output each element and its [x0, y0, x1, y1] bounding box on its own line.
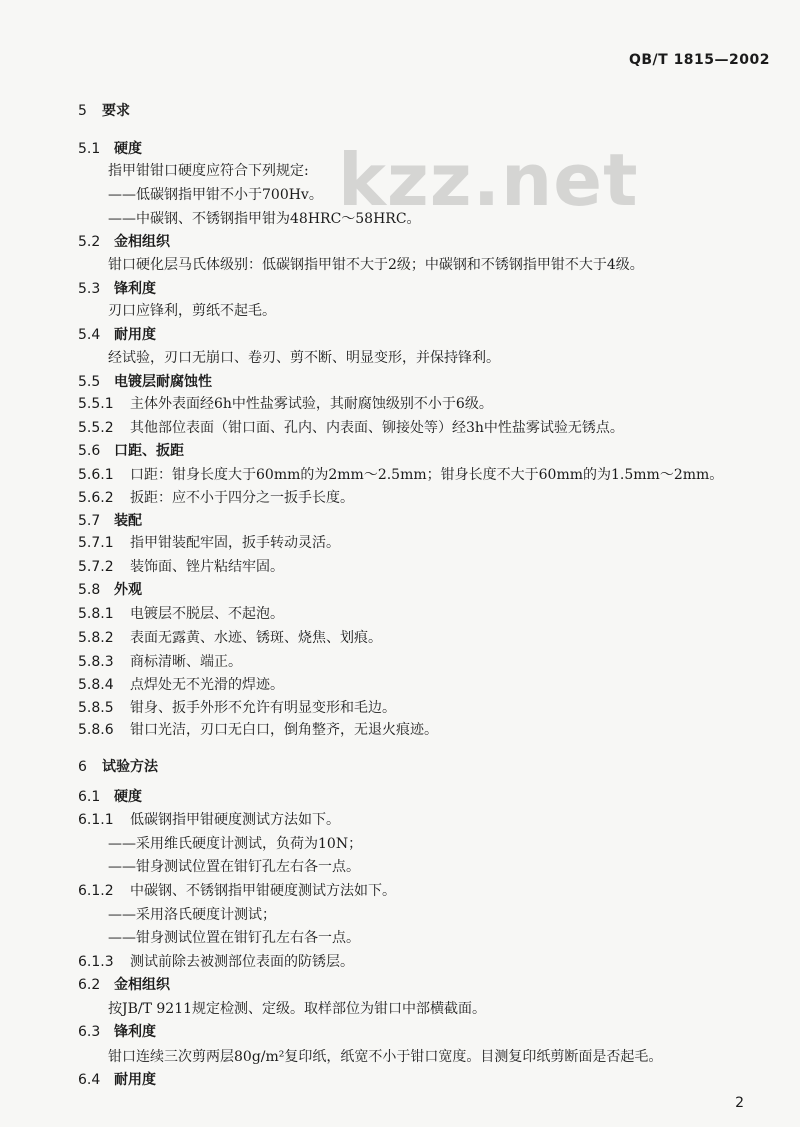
clause-text: 测试前除去被测部位表面的防锈层。: [130, 954, 354, 970]
clause-text: 试验方法: [102, 759, 158, 775]
clause-number: 5: [78, 103, 87, 119]
clause-text: 扳距：应不小于四分之一扳手长度。: [130, 490, 354, 506]
clause-number: 5.8.4: [78, 677, 114, 693]
body-text: [108, 186, 323, 204]
clause-text: 外观: [114, 582, 142, 598]
clause-text: 金相组织: [114, 977, 170, 993]
clause-text: 钳身、扳手外形不允许有明显变形和毛边。: [130, 700, 396, 716]
clause-text: ——钳身测试位置在钳钉孔左右各一点。: [108, 930, 360, 946]
clause-text: ——低碳钢指甲钳不小于700Hv。: [108, 187, 323, 203]
clause-number: 5.6.1: [78, 467, 114, 483]
clause-item: [78, 721, 438, 739]
clause-number: 5.7.1: [78, 535, 114, 551]
clause-number: 6.1.3: [78, 954, 114, 970]
clause-item: [78, 419, 624, 437]
section-heading: [78, 102, 130, 120]
section-heading: [78, 758, 158, 776]
body-text: [108, 835, 362, 853]
clause-text: 钳口连续三次剪两层80g/m²复印纸，纸宽不小于钳口宽度。目测复印纸剪断面是否起毛。: [108, 1049, 663, 1065]
clause-text: ——采用维氏硬度计测试，负荷为10N；: [108, 836, 363, 852]
subsection-heading: [78, 1071, 156, 1089]
clause-item: [78, 395, 493, 413]
standard-code: QB/T 1815—2002: [628, 52, 770, 68]
clause-text: 刃口应锋利，剪纸不起毛。: [108, 303, 276, 319]
clause-item: [78, 558, 284, 576]
clause-item: [78, 466, 723, 484]
clause-number: 6.1.2: [78, 883, 114, 899]
clause-item: [78, 811, 340, 829]
clause-number: 6: [78, 759, 87, 775]
clause-number: 5.8.5: [78, 700, 114, 716]
clause-text: 口距：钳身长度大于60mm的为2mm～2.5mm；钳身长度不大于60mm的为1.5mm～2mm。: [130, 467, 724, 483]
clause-text: 指甲钳装配牢固，扳手转动灵活。: [130, 535, 340, 551]
subsection-heading: [78, 1023, 156, 1041]
clause-number: 6.3: [78, 1024, 101, 1040]
clause-text: 口距、扳距: [114, 443, 184, 459]
clause-text: 硬度: [114, 789, 142, 805]
clause-text: 按JB/T 9211规定检测、定级。取样部位为钳口中部横截面。: [108, 1001, 487, 1017]
clause-number: 5.8: [78, 582, 101, 598]
body-text: [108, 1000, 486, 1018]
clause-item: [78, 699, 396, 717]
body-text: [108, 256, 644, 274]
clause-number: 6.1.1: [78, 812, 114, 828]
clause-text: 经试验，刃口无崩口、卷刃、剪不断、明显变形，并保持锋利。: [108, 350, 500, 366]
clause-text: 电镀层不脱层、不起泡。: [130, 606, 284, 622]
body-text: [108, 1048, 662, 1066]
subsection-heading: [78, 976, 170, 994]
clause-text: 耐用度: [114, 327, 156, 343]
clause-item: [78, 882, 396, 900]
clause-number: 5.4: [78, 327, 101, 343]
clause-text: 装饰面、锉片粘结牢固。: [130, 559, 284, 575]
clause-number: 5.3: [78, 281, 101, 297]
subsection-heading: [78, 280, 156, 298]
subsection-heading: [78, 140, 142, 158]
clause-number: 5.5: [78, 374, 101, 390]
clause-number: 6.2: [78, 977, 101, 993]
subsection-heading: [78, 581, 142, 599]
clause-item: [78, 676, 284, 694]
subsection-heading: [78, 373, 212, 391]
clause-number: 5.6.2: [78, 490, 114, 506]
clause-number: 5.8.2: [78, 630, 114, 646]
clause-text: 钳口光洁，刃口无白口，倒角整齐，无退火痕迹。: [130, 722, 438, 738]
clause-number: 5.5.2: [78, 420, 114, 436]
clause-text: 商标清晰、端正。: [130, 654, 242, 670]
clause-number: 5.6: [78, 443, 101, 459]
clause-text: ——中碳钢、不锈钢指甲钳为48HRC～58HRC。: [108, 211, 421, 227]
subsection-heading: [78, 233, 170, 251]
body-text: [108, 210, 421, 228]
clause-text: 锋利度: [114, 1024, 156, 1040]
subsection-heading: [78, 512, 142, 530]
clause-text: 电镀层耐腐蚀性: [114, 374, 212, 390]
clause-text: 其他部位表面（钳口面、孔内、内表面、铆接处等）经3h中性盐雾试验无锈点。: [130, 420, 624, 436]
clause-text: 要求: [102, 103, 130, 119]
clause-text: 低碳钢指甲钳硬度测试方法如下。: [130, 812, 340, 828]
clause-number: 5.1: [78, 141, 101, 157]
clause-number: 6.4: [78, 1072, 101, 1088]
clause-text: 硬度: [114, 141, 142, 157]
clause-text: 锋利度: [114, 281, 156, 297]
clause-number: 5.8.6: [78, 722, 114, 738]
clause-item: [78, 953, 354, 971]
clause-text: 表面无露黄、水迹、锈斑、烧焦、划痕。: [130, 630, 382, 646]
clause-item: [78, 489, 354, 507]
watermark: kzz.net: [338, 138, 639, 222]
clause-number: 5.7.2: [78, 559, 114, 575]
clause-text: 主体外表面经6h中性盐雾试验，其耐腐蚀级别不小于6级。: [130, 396, 493, 412]
clause-number: 5.5.1: [78, 396, 114, 412]
body-text: [108, 302, 276, 320]
body-text: [108, 906, 276, 924]
clause-number: 5.7: [78, 513, 101, 529]
clause-item: [78, 653, 242, 671]
clause-text: 钳口硬化层马氏体级别：低碳钢指甲钳不大于2级；中碳钢和不锈钢指甲钳不大于4级。: [108, 257, 644, 273]
clause-text: 装配: [114, 513, 142, 529]
clause-text: 指甲钳钳口硬度应符合下列规定:: [108, 163, 309, 179]
clause-number: 5.8.1: [78, 606, 114, 622]
clause-item: [78, 605, 284, 623]
clause-text: ——采用洛氏硬度计测试；: [108, 907, 276, 923]
body-text: [108, 162, 309, 180]
clause-number: 5.8.3: [78, 654, 114, 670]
clause-text: 金相组织: [114, 234, 170, 250]
body-text: [108, 858, 360, 876]
page-number: 2: [735, 1095, 744, 1111]
subsection-heading: [78, 326, 156, 344]
clause-item: [78, 534, 340, 552]
clause-number: 5.2: [78, 234, 101, 250]
clause-number: 6.1: [78, 789, 101, 805]
clause-text: 点焊处无不光滑的焊迹。: [130, 677, 284, 693]
subsection-heading: [78, 442, 184, 460]
clause-item: [78, 629, 382, 647]
body-text: [108, 349, 500, 367]
body-text: [108, 929, 360, 947]
clause-text: 耐用度: [114, 1072, 156, 1088]
subsection-heading: [78, 788, 142, 806]
clause-text: 中碳钢、不锈钢指甲钳硬度测试方法如下。: [130, 883, 396, 899]
clause-text: ——钳身测试位置在钳钉孔左右各一点。: [108, 859, 360, 875]
